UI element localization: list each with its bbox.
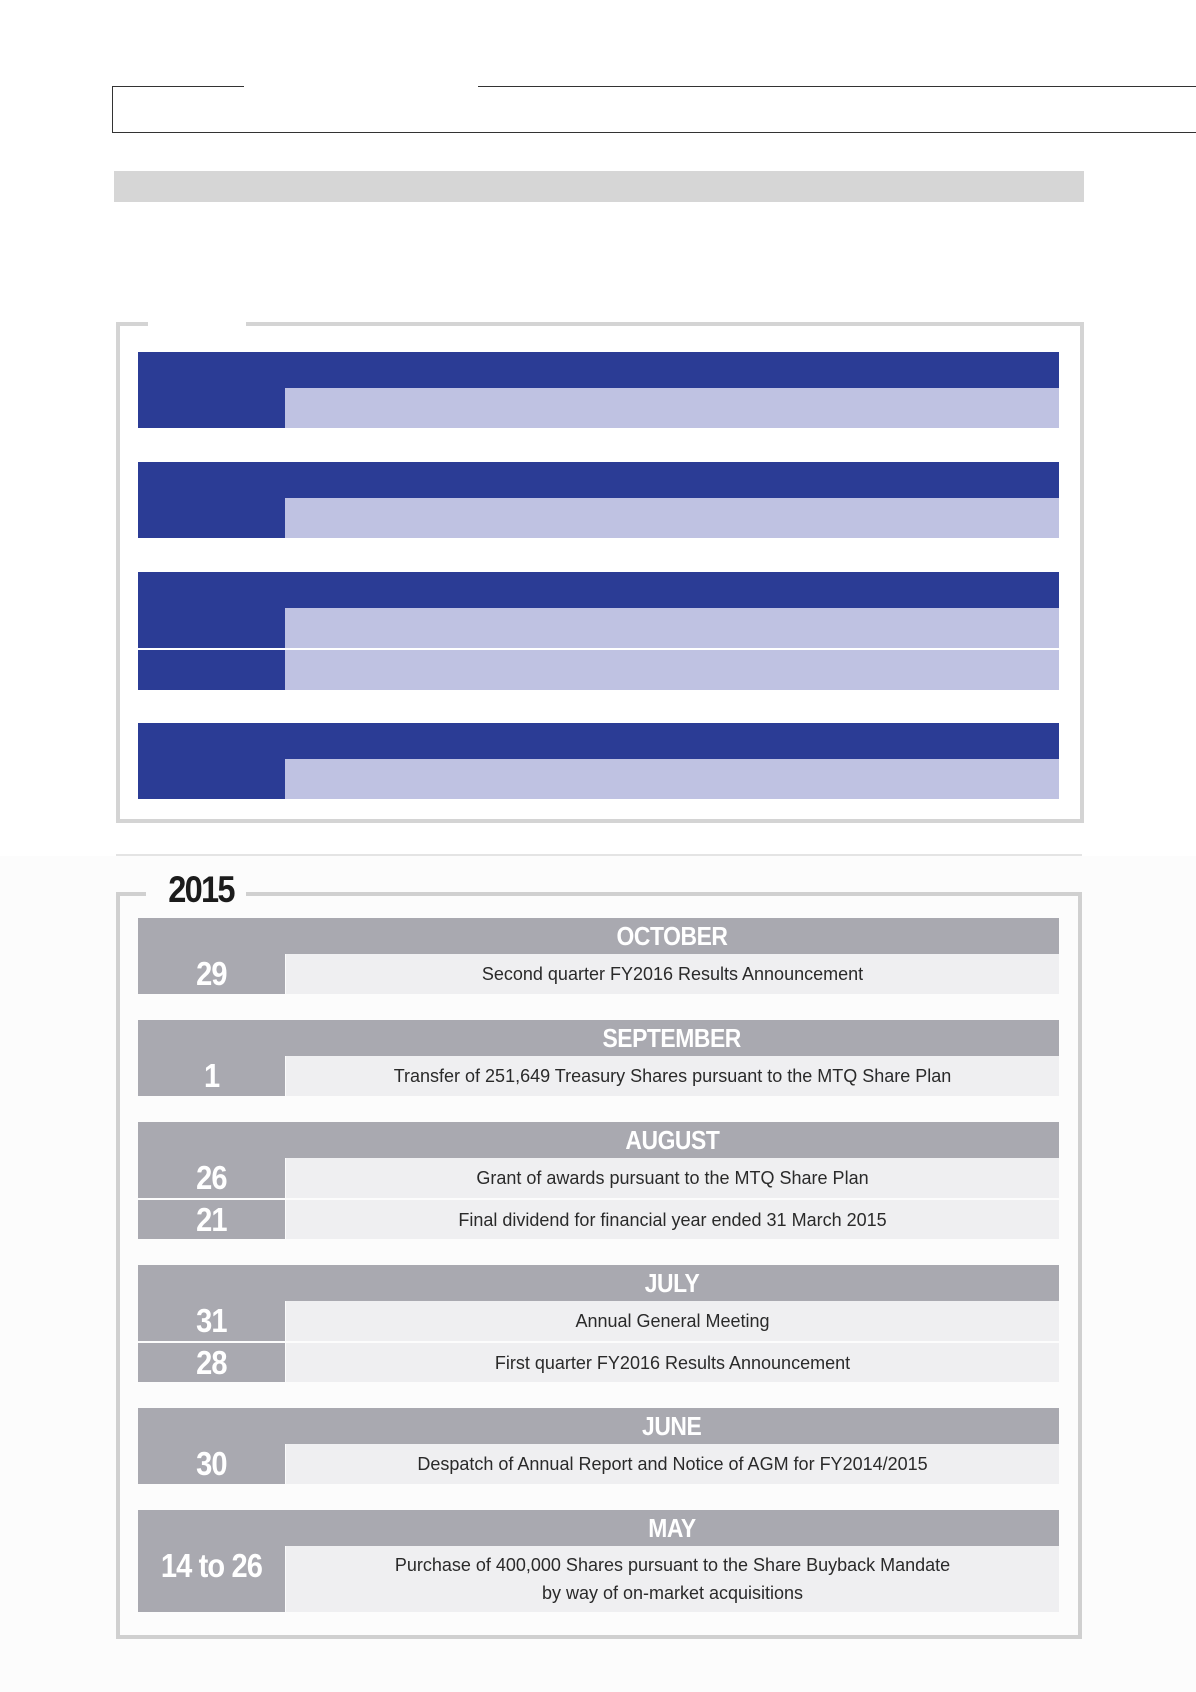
year-title: 2015	[168, 869, 234, 910]
event-description: Grant of awards pursuant to the MTQ Share Plan	[286, 1158, 1059, 1198]
event-description-line-2: by way of on-market acquisitions	[541, 1583, 804, 1603]
event-description: Transfer of 251,649 Treasury Shares pursuant to the MTQ Share Plan	[286, 1056, 1059, 1096]
section-title-bar	[114, 171, 1084, 202]
section-divider	[116, 854, 1082, 856]
month-header-may: MAY	[138, 1510, 1059, 1546]
upper-day-cell-3a	[138, 608, 285, 648]
header-box	[112, 86, 1196, 133]
day-cell: 26	[138, 1158, 285, 1198]
upper-month-header-1	[138, 352, 1059, 388]
event-description-line-1: Purchase of 400,000 Shares pursuant to the Share Buyback Mandate	[394, 1555, 951, 1575]
event-description	[286, 1546, 1059, 1612]
event-description: Annual General Meeting	[286, 1301, 1059, 1341]
day-cell: 29	[138, 954, 285, 994]
day-cell: 14 to 26	[138, 1546, 285, 1612]
upper-day-cell-1	[138, 388, 285, 428]
day-cell: 30	[138, 1444, 285, 1484]
upper-desc-cell-3b	[285, 650, 1059, 690]
day-cell: 21	[138, 1200, 285, 1239]
upper-day-cell-3b	[138, 650, 285, 690]
header-gap	[244, 82, 478, 90]
day-cell: 31	[138, 1301, 285, 1341]
upper-desc-cell-1	[285, 388, 1059, 428]
event-description: First quarter FY2016 Results Announcement	[286, 1343, 1059, 1382]
upper-month-header-4	[138, 723, 1059, 759]
upper-day-cell-4	[138, 759, 285, 799]
month-header-august: AUGUST	[138, 1122, 1059, 1158]
month-header-june: JUNE	[138, 1408, 1059, 1444]
event-description: Second quarter FY2016 Results Announcement	[286, 954, 1059, 994]
upper-desc-cell-4	[285, 759, 1059, 799]
month-header-september: SEPTEMBER	[138, 1020, 1059, 1056]
calendar-panel-upper-title-gap	[148, 318, 246, 328]
upper-month-header-3	[138, 572, 1059, 608]
upper-day-cell-2	[138, 498, 285, 538]
event-description: Despatch of Annual Report and Notice of AGM for FY2014/2015	[286, 1444, 1059, 1484]
upper-desc-cell-3a	[285, 608, 1059, 648]
month-header-july: JULY	[138, 1265, 1059, 1301]
day-cell: 1	[138, 1056, 285, 1096]
day-column-extension	[138, 918, 285, 954]
day-cell: 28	[138, 1343, 285, 1382]
upper-desc-cell-2	[285, 498, 1059, 538]
month-header-october: OCTOBER	[138, 918, 1059, 954]
event-description: Final dividend for financial year ended 31 March 2015	[286, 1200, 1059, 1239]
upper-month-header-2	[138, 462, 1059, 498]
